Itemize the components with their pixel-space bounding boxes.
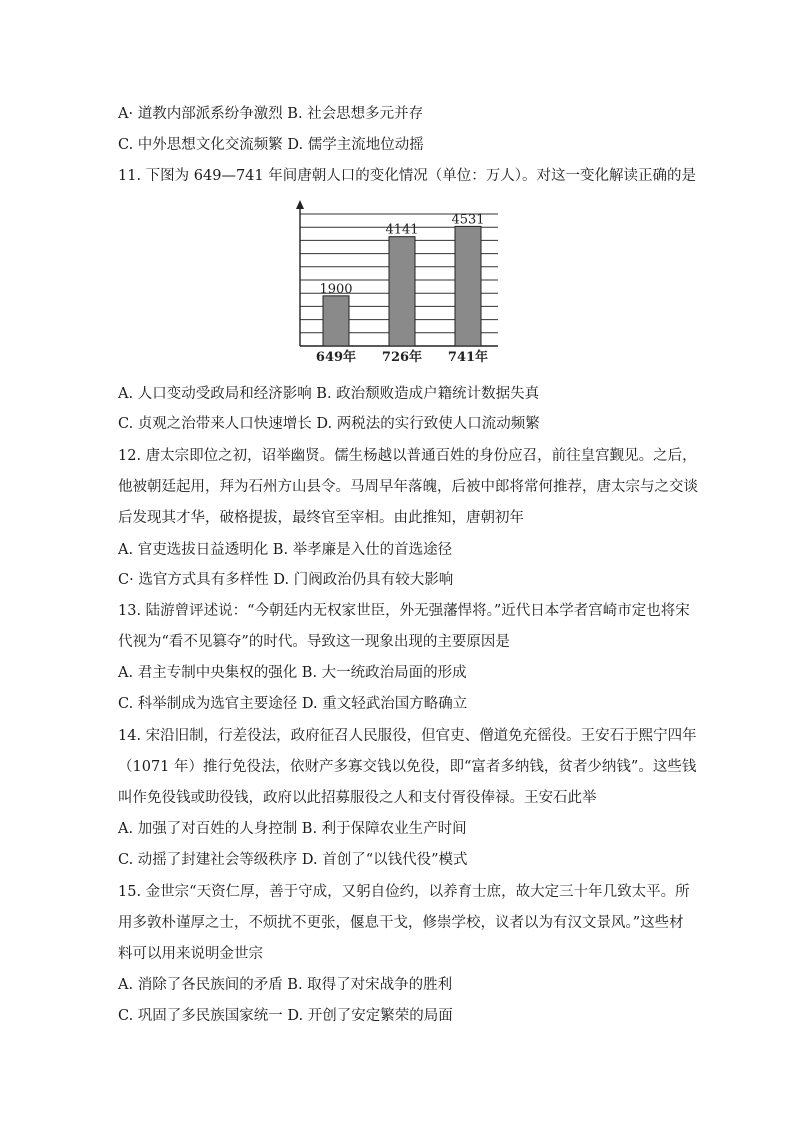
category-label: 726年 xyxy=(381,350,423,365)
q11-options-ab: A. 人口变动受政局和经济影响 B. 政治颓败造成户籍统计数据失真 xyxy=(118,386,540,402)
q13-stem-line1: 13. 陆游曾评述说：“今朝廷内无权家世臣，外无强藩悍将。”近代日本学者宫崎市定也将宋 xyxy=(118,603,690,619)
bar-value-label: 4531 xyxy=(451,212,485,228)
bar-value-label: 4141 xyxy=(385,222,419,238)
q14-options-ab: A. 加强了对百姓的人身控制 B. 利于保障农业生产时间 xyxy=(118,821,467,837)
q12-options-cd: C· 选官方式具有多样性 D. 门阀政治仍具有较大影响 xyxy=(118,572,454,588)
q14-options-cd: C. 动摇了封建社会等级秩序 D. 首创了“以钱代役”模式 xyxy=(118,852,468,868)
q11-stem: 11. 下图为 649—741 年间唐朝人口的变化情况（单位：万人）。对这一变化解读正确的是 xyxy=(118,168,696,184)
category-label: 741年 xyxy=(447,350,489,365)
bar-741年 xyxy=(455,226,481,346)
q15-options-cd: C. 巩固了多民族国家统一 D. 开创了安定繁荣的局面 xyxy=(118,1008,453,1024)
q13-stem-line2: 代视为“看不见篡夺”的时代。导致这一现象出现的主要原因是 xyxy=(118,634,510,650)
q14-stem-line3: 叫作免役钱或助役钱，政府以此招募服役之人和支付胥役俸禄。王安石此举 xyxy=(118,790,597,806)
q15-stem-line1: 15. 金世宗“天资仁厚，善于守成，又躬自俭约，以养育士庶，故大定三十年几致太平。所 xyxy=(118,884,690,900)
q15-options-ab: A. 消除了各民族间的矛盾 B. 取得了对宋战争的胜利 xyxy=(118,977,453,993)
q13-options-ab: A. 君主专制中央集权的强化 B. 大一统政治局面的形成 xyxy=(118,665,467,681)
q14-stem-line2: （1071 年）推行免役法，依财产多寡交钱以免役，即“富者多纳钱，贫者少纳钱”。这些钱 xyxy=(118,759,697,775)
q15-stem-line3: 料可以用来说明金世宗 xyxy=(118,946,263,962)
q11-options-cd: C. 贞观之治带来人口快速增长 D. 两税法的实行致使人口流动频繁 xyxy=(118,416,540,432)
bar-649年 xyxy=(323,296,349,346)
q10-options-ab: A· 道教内部派系纷争激烈 B. 社会思想多元并存 xyxy=(118,106,424,122)
y-axis-arrow xyxy=(296,200,304,209)
bar-value-label: 1900 xyxy=(319,281,353,297)
q12-stem-line2: 他被朝廷起用，拜为石州方山县令。马周早年落魄，后被中郎将常何推荐，唐太宗与之交谈 xyxy=(118,479,698,495)
q12-stem-line1: 12. 唐太宗即位之初，诏举幽贤。儒生杨越以普通百姓的身份应召，前往皇宫觐见。之后， xyxy=(118,448,697,464)
q12-options-ab: A. 官吏选拔日益透明化 B. 举孝廉是入仕的首选途径 xyxy=(118,542,453,558)
q13-options-cd: C. 科举制成为选官主要途径 D. 重文轻武治国方略确立 xyxy=(118,696,468,712)
bar-726年 xyxy=(389,237,415,346)
q15-stem-line2: 用多敦朴谨厚之士，不烦扰不更张，偃息干戈，修崇学校，议者以为有汉文景风。”这些材 xyxy=(118,915,684,931)
q12-stem-line3: 后发现其才华，破格提拔，最终官至宰相。由此推知，唐朝初年 xyxy=(118,510,524,526)
population-bar-chart xyxy=(286,198,516,368)
q14-stem-line1: 14. 宋沿旧制，行差役法，政府征召人民服役，但官吏、僧道免充徭役。王安石于熙宁四年 xyxy=(118,728,697,744)
q10-options-cd: C. 中外思想文化交流频繁 D. 儒学主流地位动摇 xyxy=(118,137,424,153)
category-label: 649年 xyxy=(315,350,357,365)
